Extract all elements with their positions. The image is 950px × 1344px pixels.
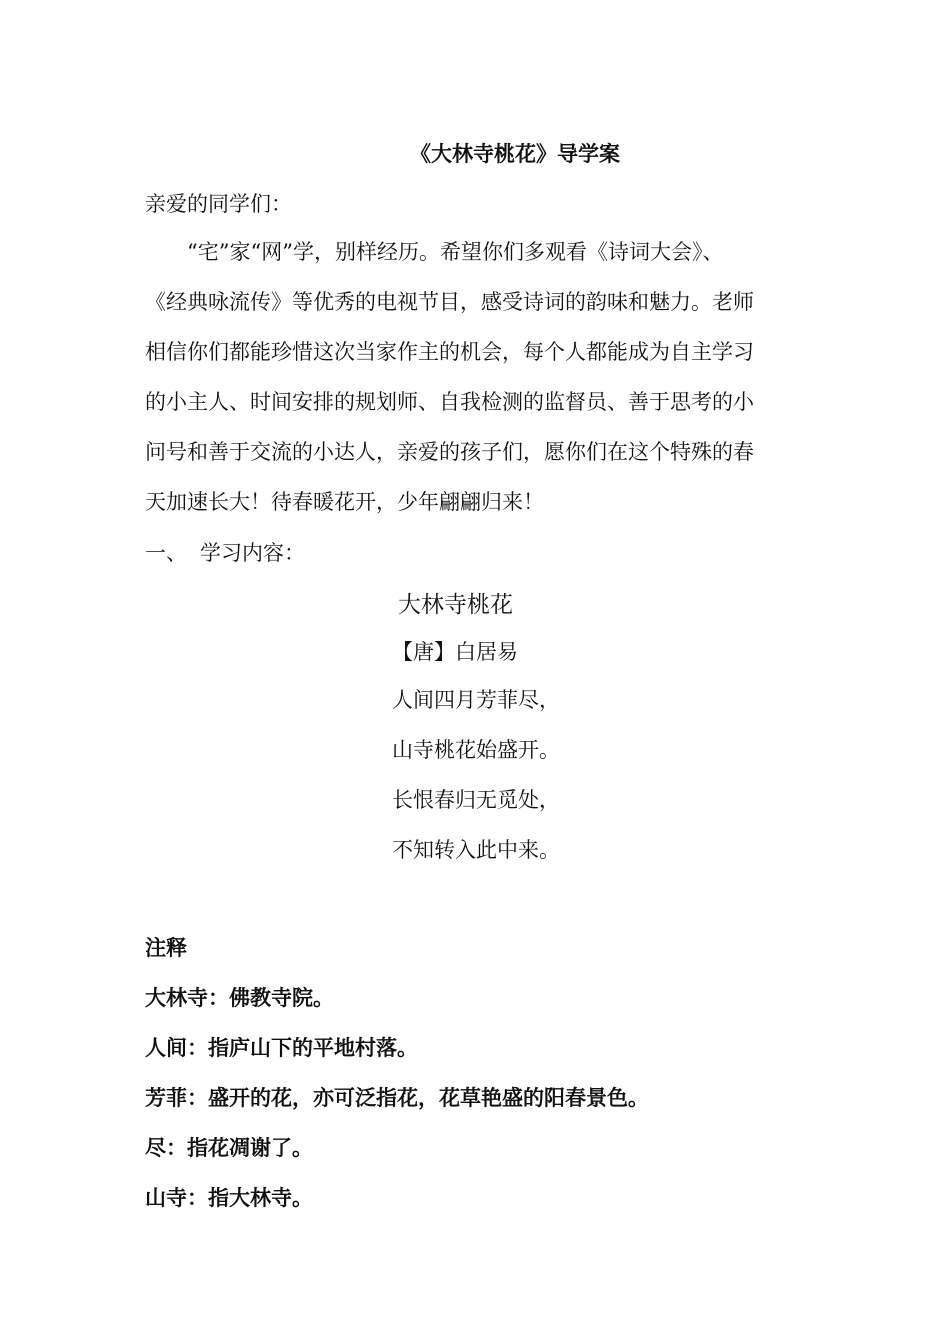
intro-paragraph [145, 236, 810, 536]
poem-author: 【唐】白居易 [392, 640, 518, 664]
note-item: 人间：指庐山下的平地村落。 [145, 1036, 418, 1060]
section-number: 一、 [145, 541, 187, 565]
notes-section [145, 934, 649, 1234]
intro-line: 的小主人、时间安排的规划师、自我检测的监督员、善于思考的小 [145, 390, 754, 414]
section-heading [145, 537, 305, 567]
intro-line: 天加速长大！待春暖花开，少年翩翩归来！ [145, 490, 544, 514]
note-item: 芳菲：盛开的花，亦可泛指花，花草艳盛的阳春景色。 [145, 1086, 649, 1110]
poem-body [392, 686, 560, 886]
salutation: 亲爱的同学们： [145, 192, 292, 216]
note-item: 山寺：指大林寺。 [145, 1186, 313, 1210]
poem-line: 长恨春归无觅处， [392, 788, 560, 812]
intro-line: 问号和善于交流的小达人，亲爱的孩子们，愿你们在这个特殊的春 [145, 440, 754, 464]
poem-line: 不知转入此中来。 [392, 838, 560, 862]
poem-line: 山寺桃花始盛开。 [392, 738, 560, 762]
intro-line: “宅”家“网”学，别样经历。希望你们多观看《诗词大会》、 [187, 240, 724, 264]
note-item: 大林寺：佛教寺院。 [145, 986, 334, 1010]
intro-line: 相信你们都能珍惜这次当家作主的机会，每个人都能成为自主学习 [145, 340, 754, 364]
document-title: 《大林寺桃花》导学案 [410, 142, 620, 166]
section-title: 学习内容： [200, 541, 305, 565]
intro-line: 《经典咏流传》等优秀的电视节目，感受诗词的韵味和魅力。老师 [145, 290, 754, 314]
poem-line: 人间四月芳菲尽， [392, 688, 560, 712]
note-item: 尽：指花凋谢了。 [145, 1136, 313, 1160]
notes-heading: 注释 [145, 936, 187, 960]
poem-title: 大林寺桃花 [398, 592, 513, 618]
